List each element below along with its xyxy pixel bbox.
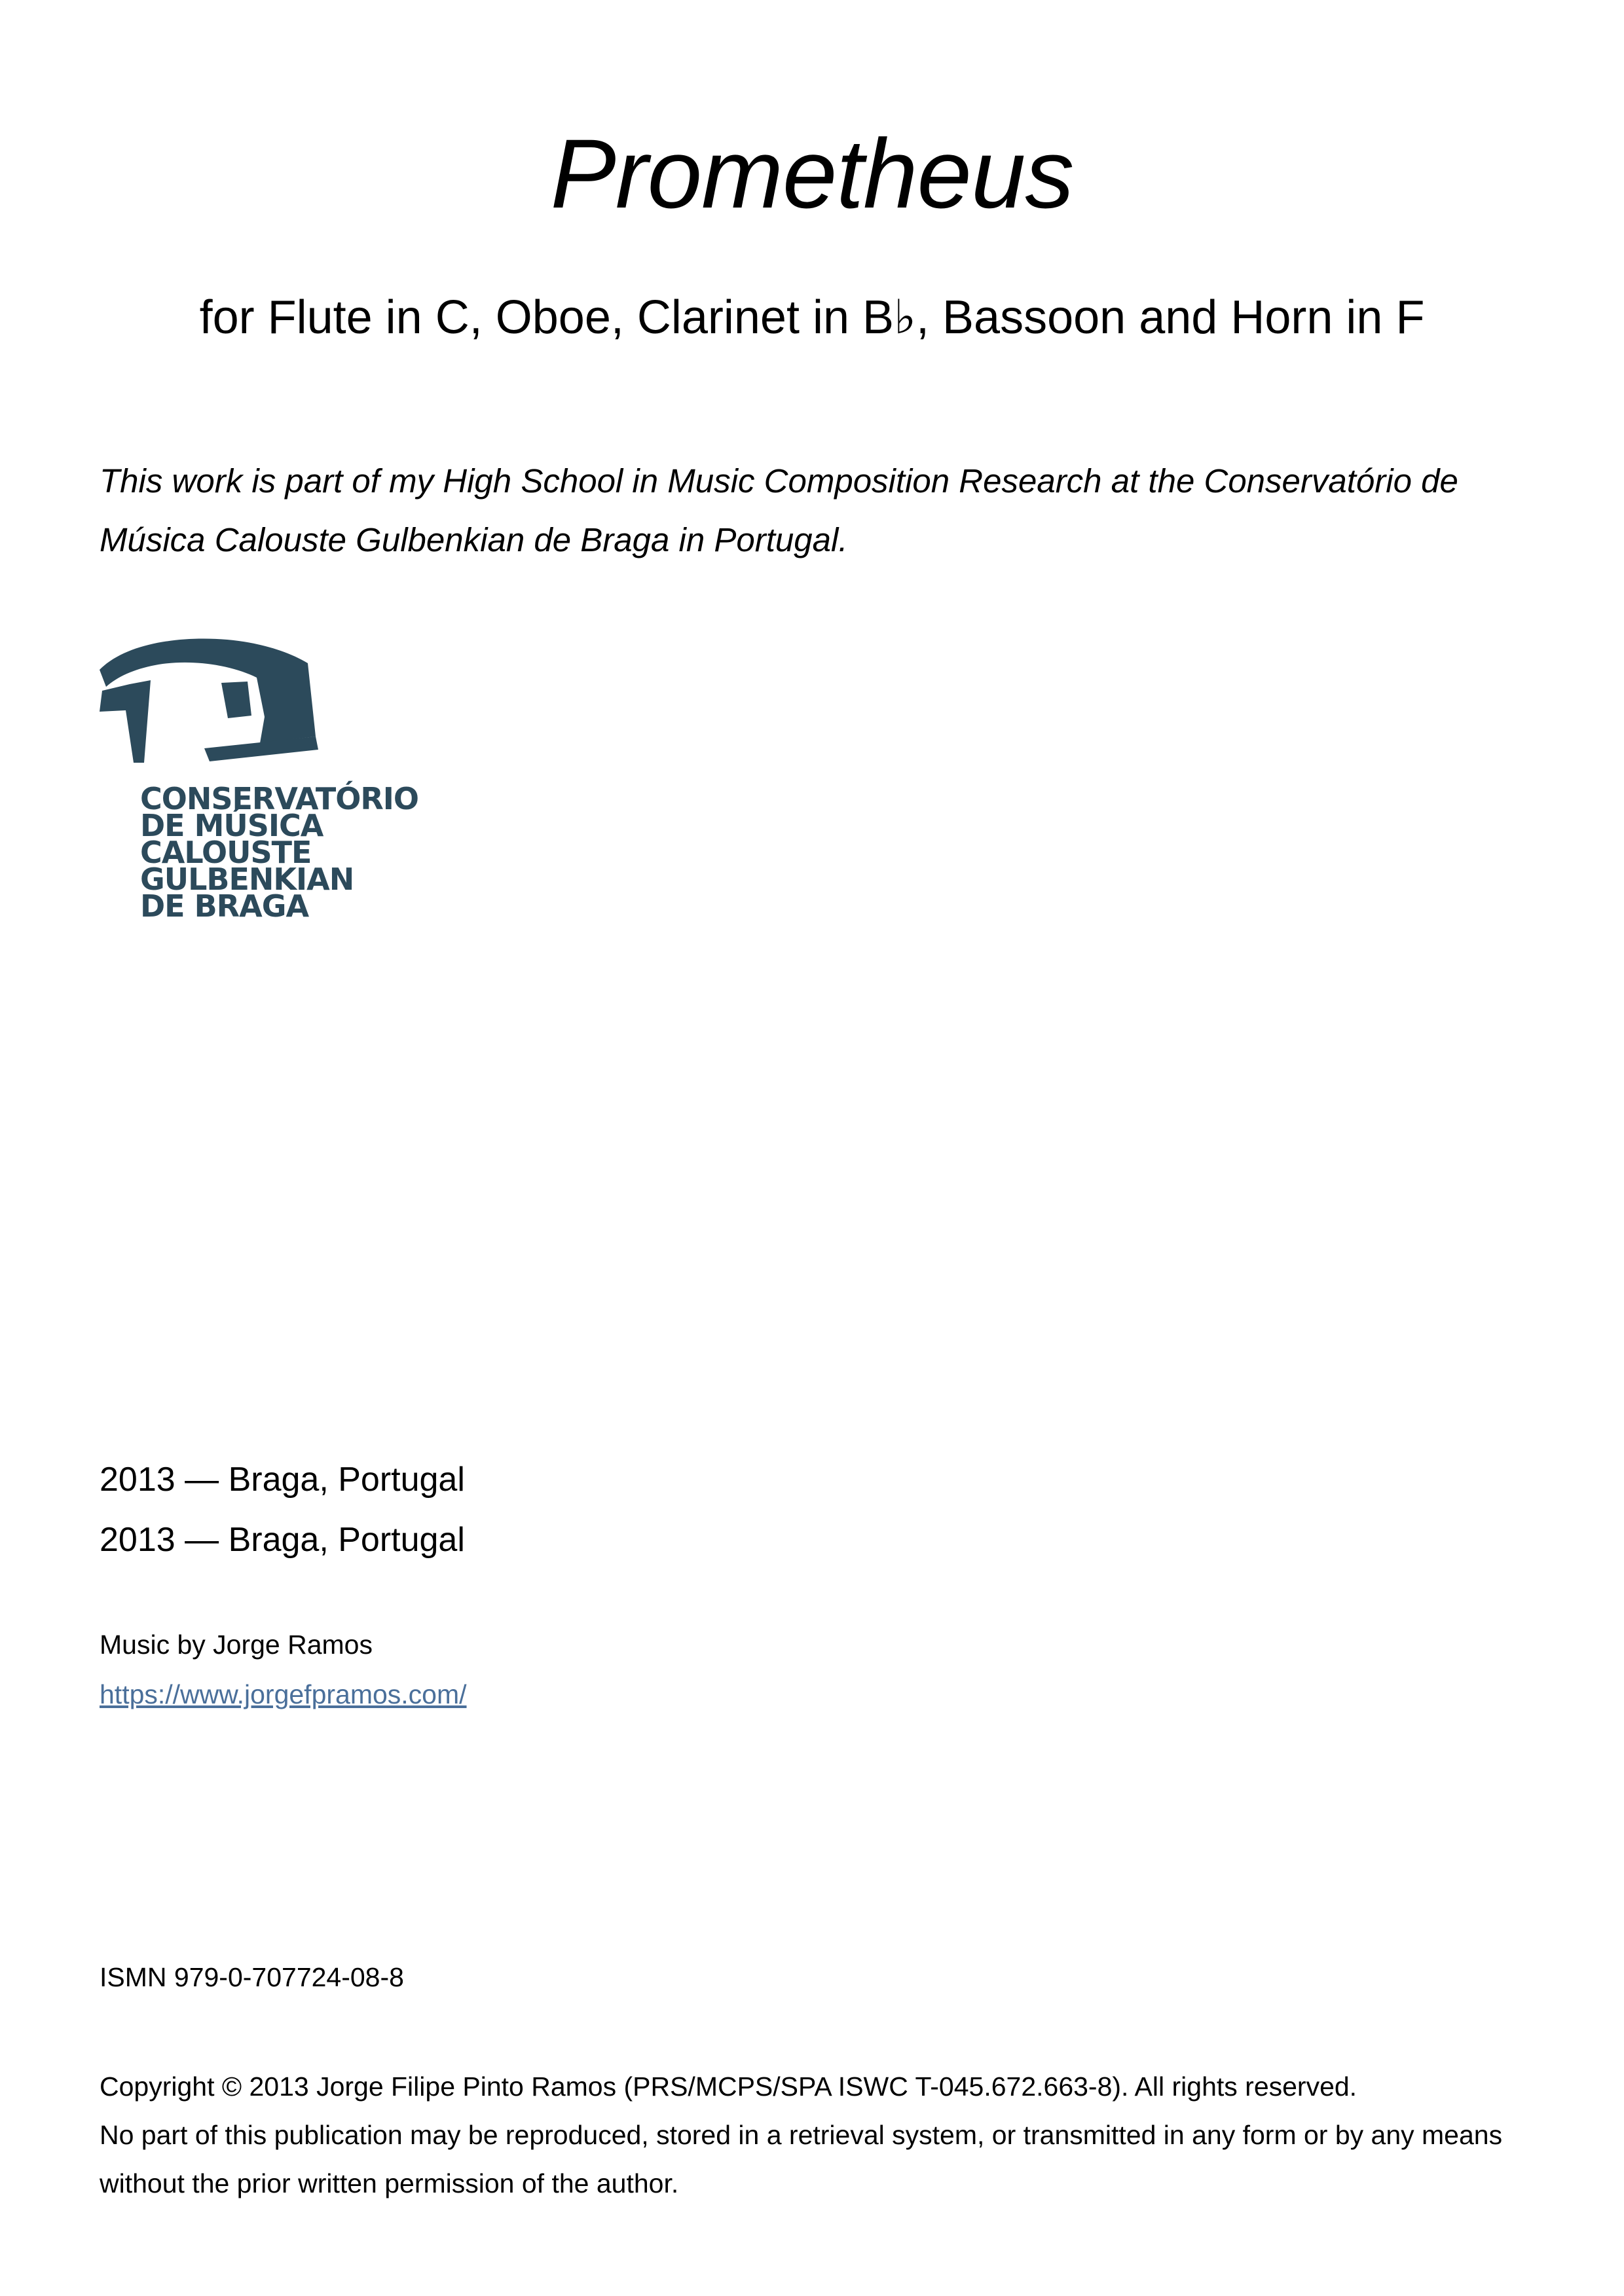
intro-line-2: Música Calouste Gulbenkian de Braga in Portugal. xyxy=(100,521,848,558)
logo-text-line: CONSERVATÓRIO xyxy=(140,781,418,816)
logo-text-line: DE MÚSICA xyxy=(140,808,323,843)
copyright-line-2: No part of this publication may be reproduced, stored in a retrieval system, or transmitted in any form or by any means xyxy=(100,2120,1503,2150)
intro-paragraph xyxy=(100,452,1540,570)
year-place-line: 2013 — Braga, Portugal xyxy=(100,1521,465,1559)
logo-text-line: CALOUSTE xyxy=(140,835,312,870)
copyright-notice xyxy=(100,2062,1573,2208)
intro-line-1: This work is part of my High School in Music Composition Research at the Conservatório de xyxy=(100,462,1458,500)
copyright-line-1: Copyright © 2013 Jorge Filipe Pinto Ramos (PRS/MCPS/SPA ISWC T-045.672.663-8). All rights reserved. xyxy=(100,2071,1357,2102)
website-link[interactable]: https://www.jorgefpramos.com/ xyxy=(100,1679,467,1709)
logo-text-line: GULBENKIAN xyxy=(140,862,354,897)
conservatorio-logo-icon xyxy=(100,638,322,769)
subtitle-instrumentation: for Flute in C, Oboe, Clarinet in B♭, Bassoon and Horn in F xyxy=(199,291,1425,344)
composer-credit: Music by Jorge Ramos xyxy=(100,1630,373,1660)
page-title: Prometheus xyxy=(550,118,1074,228)
year-place-line: 2013 — Braga, Portugal xyxy=(100,1461,465,1499)
copyright-line-3: without the prior written permission of the author. xyxy=(100,2168,679,2198)
logo-wordmark xyxy=(140,781,418,924)
logo-text-line: DE BRAGA xyxy=(140,888,309,924)
conservatorio-logo xyxy=(100,638,418,933)
ismn-number: ISMN 979-0-707724-08-8 xyxy=(100,1962,404,1992)
